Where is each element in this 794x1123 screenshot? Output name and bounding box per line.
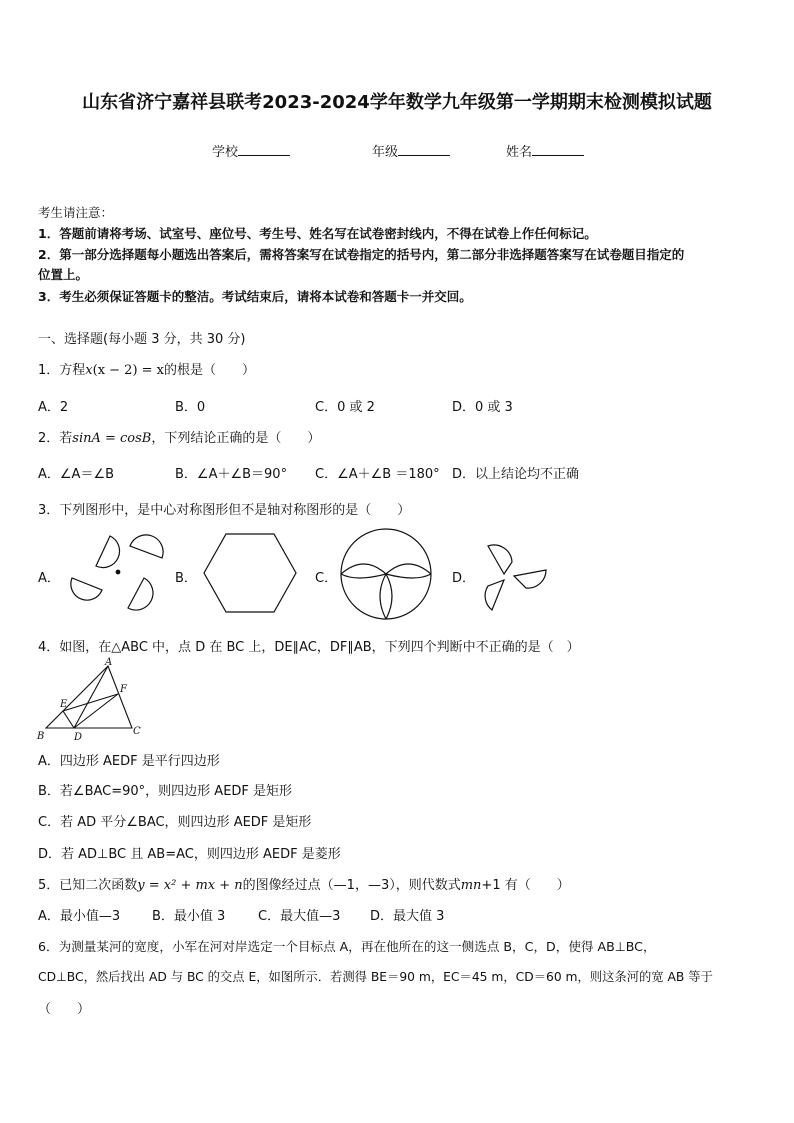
q1-equation: (x − 2) = x	[92, 363, 165, 378]
q3-figure-b-hexagon	[200, 530, 300, 616]
grade-field[interactable]: 年级	[372, 141, 450, 160]
q4-option-d[interactable]: D．若 AD⊥BC 且 AB=AC，则四边形 AEDF 是菱形	[38, 847, 341, 862]
pinwheel-blade	[71, 578, 102, 600]
notice-item-3: 3．考生必须保证答题卡的整洁。考试结束后，请将本试卷和答题卡一并交回。	[38, 289, 472, 304]
question-6-line-3: （ ）	[38, 1002, 91, 1017]
name-field[interactable]: 姓名	[506, 141, 584, 160]
label-f: F	[120, 684, 127, 695]
q1-option-a[interactable]: A．2	[38, 400, 69, 415]
question-2: 2．若sinA = cosB，下列结论正确的是（ ）	[38, 431, 321, 446]
q4-triangle-figure	[34, 656, 146, 742]
label-e: E	[60, 699, 68, 710]
q3-option-d[interactable]: D．	[452, 571, 476, 586]
inner-arc	[341, 574, 386, 578]
name-blank[interactable]	[532, 142, 584, 156]
question-6-line-1: 6．为测量某河的宽度，小军在河对岸选定一个目标点 A，再在他所在的这一侧选点 B，C，D，使得 AB⊥BC，	[38, 939, 656, 954]
inner-arc	[386, 574, 392, 619]
q5-option-c[interactable]: C．最大值—3	[258, 909, 341, 924]
q4-option-a[interactable]: A．四边形 AEDF 是平行四边形	[38, 754, 220, 769]
inner-arc	[341, 564, 386, 574]
propeller-blade	[488, 545, 512, 574]
q2-option-c[interactable]: C．∠A＋∠B ＝180°	[315, 467, 440, 482]
q2-option-d[interactable]: D．以上结论均不正确	[452, 467, 580, 482]
notice-heading: 考生请注意：	[38, 205, 114, 220]
q3-option-a[interactable]: A．	[38, 571, 60, 586]
q4-option-c[interactable]: C．若 AD 平分∠BAC，则四边形 AEDF 是矩形	[38, 815, 312, 830]
pinwheel-blade	[128, 578, 153, 610]
propeller-blade	[485, 580, 504, 610]
inner-arc	[386, 574, 431, 578]
triangle-abc	[46, 666, 132, 728]
question-3: 3．下列图形中，是中心对称图形但不是轴对称图形的是（ ）	[38, 503, 411, 518]
q4-option-b[interactable]: B．若∠BAC=90°，则四边形 AEDF 是矩形	[38, 784, 293, 799]
q1-option-d[interactable]: D．0 或 3	[452, 400, 513, 415]
q5-function: y = x² + mx + n	[137, 878, 243, 893]
q5-expression: mn	[460, 878, 482, 893]
q3-figure-a-pinwheel	[66, 528, 170, 616]
section-heading: 一、选择题(每小题 3 分，共 30 分)	[38, 332, 246, 347]
grade-blank[interactable]	[398, 142, 450, 156]
q1-option-b[interactable]: B．0	[175, 400, 206, 415]
school-blank[interactable]	[238, 142, 290, 156]
q5-option-d[interactable]: D．最大值 3	[370, 909, 445, 924]
q3-option-b[interactable]: B．	[175, 571, 197, 586]
q2-option-b[interactable]: B．∠A＋∠B＝90°	[175, 467, 288, 482]
label-a: A	[105, 657, 113, 668]
notice-item-1: 1．答题前请将考场、试室号、座位号、考生号、姓名写在试卷密封线内，不得在试卷上作任何标记。	[38, 226, 597, 241]
label-b: B	[37, 731, 45, 742]
q5-option-b[interactable]: B．最小值 3	[152, 909, 226, 924]
question-5: 5．已知二次函数y = x² + mx + n的图像经过点（—1，—3），则代数式mn+1 有（ ）	[38, 878, 570, 893]
label-c: C	[133, 726, 141, 737]
school-field[interactable]: 学校	[212, 141, 290, 160]
segment-df	[74, 694, 118, 728]
pinwheel-blade	[130, 535, 163, 558]
notice-item-2-cont: 位置上。	[38, 267, 89, 282]
inner-arc	[380, 574, 386, 619]
q3-option-c[interactable]: C．	[315, 571, 338, 586]
notice-item-2: 2．第一部分选择题每小题选出答案后，需将答案写在试卷指定的括号内，第二部分非选择题答案写在试卷题目指定的	[38, 247, 685, 262]
segment-ad	[74, 666, 108, 728]
q5-option-a[interactable]: A．最小值—3	[38, 909, 121, 924]
inner-arc	[386, 564, 431, 574]
question-6-line-2: CD⊥BC，然后找出 AD 与 BC 的交点 E，如图所示．若测得 BE＝90 m，EC＝45 m，CD＝60 m，则这条河的宽 AB 等于	[38, 970, 713, 984]
question-4: 4．如图，在△ABC 中，点 D 在 BC 上，DE∥AC，DF∥AB，下列四个判断中不正确的是（ ）	[38, 640, 580, 655]
segment-de	[63, 711, 74, 728]
page-title: 山东省济宁嘉祥县联考2023-2024学年数学九年级第一学期期末检测模拟试题	[82, 92, 712, 113]
label-d: D	[74, 732, 83, 742]
question-1: 1．方程x(x − 2) = x的根是（ ）	[38, 363, 256, 378]
q1-option-c[interactable]: C．0 或 2	[315, 400, 375, 415]
q3-figure-d-propeller	[474, 536, 554, 616]
pinwheel-blade	[96, 536, 120, 568]
q2-option-a[interactable]: A．∠A＝∠B	[38, 467, 115, 482]
propeller-blade	[514, 570, 546, 588]
center-dot	[116, 570, 121, 575]
q2-condition: sinA = cosB	[72, 431, 152, 446]
q3-figure-c-circle-arcs	[336, 526, 436, 622]
q1-equation-var: x	[85, 363, 93, 378]
